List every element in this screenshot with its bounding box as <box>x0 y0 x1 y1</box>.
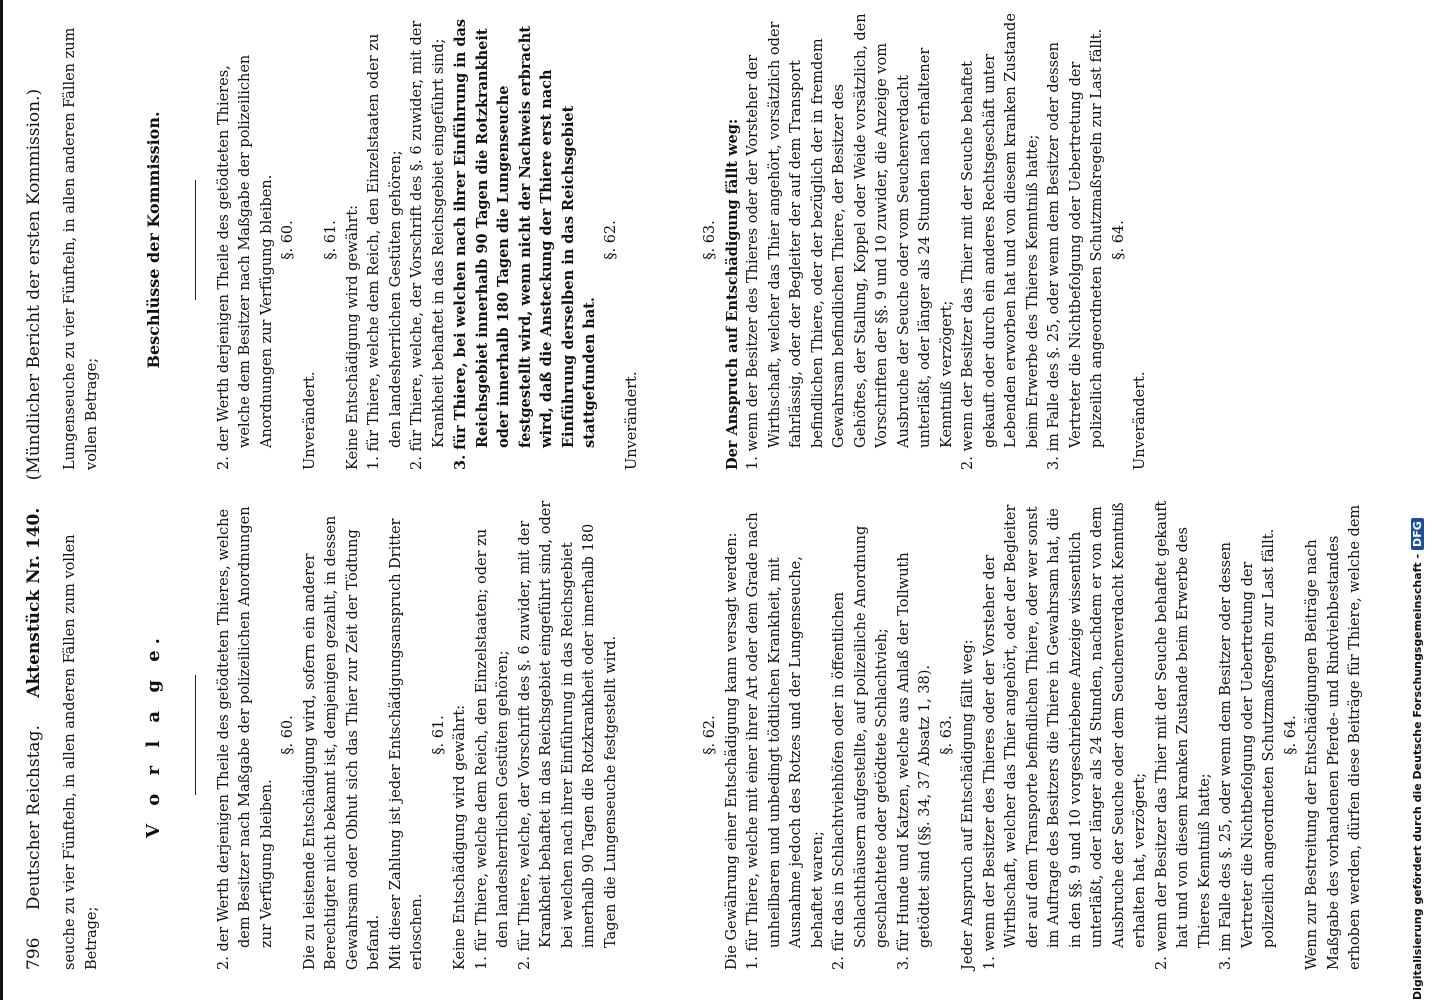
section-number: §. 61. <box>430 715 447 755</box>
list-item: 1. für Thiere, welche dem Reich, den Einzelstaaten; oder zu den landesherrlichen Gestüten gehören; <box>473 528 511 970</box>
beschluesse-column <box>60 10 644 470</box>
list-item: 3. im Falle des §. 25, oder wenn dem Besitzer oder dessen Vertreter die Nichtbefolgung oder Uebertretung der polizeilich angeordneten Schutzmaßregeln zur Last fällt. <box>1046 28 1105 470</box>
list-item: 3. im Falle des §. 25, oder wenn dem Besitzer oder dessen Vertreter die Nichtbefolgung oder Uebertretung der polizeilich angeordneten Schutzmaßregeln zur Last fällt. <box>1218 528 1277 970</box>
paragraph: Unverändert. <box>1132 371 1148 470</box>
list-item: 2. für Thiere, welche, der Vorschrift des §. 6 zuwider, mit der Krankheit behaftet in das Reichsgebiet eingeführt sind; <box>409 20 447 470</box>
section-number: §. 63. <box>702 220 718 260</box>
document-number: Aktenstück Nr. 140. <box>24 507 44 698</box>
list-item: 2. für das in Schlachtviehhöfen oder in öffentlichen Schlachthäusern aufgestellte, auf polizeiliche Anordnung geschlachtete oder getödtete Schlachtvieh; <box>831 525 890 970</box>
vorlage-column-continued <box>700 500 1367 970</box>
list-item: 1. für Thiere, welche dem Reich, den Einzelstaaten oder zu den landesherrlichen Gestüten gehören; <box>366 33 404 470</box>
divider <box>195 675 196 795</box>
section-number: §. 63. <box>938 715 955 755</box>
report-title: (Mündlicher Bericht der ersten Kommission.) <box>24 88 44 481</box>
vorlage-item: 2. der Werth derjenigen Theile des getödteten Thieres, welche dem Besitzer nach Maßgabe der polizeilichen Anordnungen zur Verfügung bleiben. <box>215 506 275 970</box>
paragraph: Keine Entschädigung wird gewährt: <box>452 704 468 970</box>
section-number: §. 62. <box>602 220 619 260</box>
section-number: §. 64. <box>1282 715 1299 755</box>
paragraph: Jeder Anspruch auf Entschädigung fällt weg: <box>960 639 976 970</box>
list-item: 2. für Thiere, welche, der Vorschrift des §. 6 zuwider, mit der Krankheit behaftet in das Reichsgebiet eingeführt sind, oder bei welchen nach ihrer Einführung in das Reichsgebiet innerhalb 90 Tagen die Rotzkrankheit oder innerhalb 180 Tagen die Lungenseuche festgestellt wird. <box>516 500 619 970</box>
paragraph: Die zu leistende Entschädigung wird, sofern ein anderer Berechtigter nicht bekannt ist, demjenigen gezahlt, in dessen Gewahrsam oder Obhut sich das Thier zur Zeit der Tödtung befand. <box>301 515 382 970</box>
divider <box>195 180 196 300</box>
section-number: §. 62. <box>702 715 718 755</box>
list-item: 1. wenn der Besitzer des Thieres oder der Vorsteher der Wirthschaft, welcher das Thier angehört, oder der Begleiter der auf dem Transporte befindlichen Thiere, oder wer sonst im Auftrage des Besitzers die Thiere in Gewahrsam hat, die in den §§. 9 und 10 vorgeschriebene Anzeige wissentlich unterläßt, oder länger als 24 Stunden, nachdem er von dem Ausbruche der Seuche oder dem Seuchenverdacht Kenntniß erhalten hat, verzögert; <box>981 502 1148 970</box>
vorlage-lead: seuche zu vier Fünfteln, in allen anderen Fällen zum vollen Betrage; <box>62 534 100 970</box>
beschluesse-column-continued <box>700 10 1152 470</box>
section-number: §. 60. <box>280 220 296 260</box>
vorlage-column <box>60 500 622 970</box>
page-header <box>24 10 54 970</box>
list-item: 2. der Werth derjenigen Theile des getödteten Thieres, welche dem Besitzer nach Maßgabe der polizeilichen Anordnungen zur Verfügung bleiben. <box>215 54 275 470</box>
digitization-credit <box>1411 10 1431 1000</box>
list-item: 3. für Hunde und Katzen, welche aus Anlaß der Tollwuth getödtet sind (§§. 34, 37 Absatz 1, 38). <box>895 552 933 970</box>
paragraph: Unverändert. <box>301 371 318 470</box>
beschluesse-lead: Lungenseuche zu vier Fünfteln, in allen anderen Fällen zum vollen Betrage; <box>62 27 100 470</box>
section-number: §. 61. <box>323 220 339 260</box>
page-number: 796 <box>24 937 44 970</box>
list-item: 3. für Thiere, bei welchen nach ihrer Einführung in das Reichsgebiet innerhalb 90 Tagen die Rotzkrankheit oder innerhalb 180 Tagen die Lungenseuche festgestellt wird, wenn nicht der Nachweis erbracht wird, daß die Ansteckung der Thiere erst nach Einführung derselben in das Reichsgebiet stattgefunden hat. <box>452 18 598 470</box>
list-item: 1. wenn der Besitzer des Thieres oder der Vorsteher der Wirthschaft, welcher das Thier angehört, vorsätzlich oder fahrlässig, oder der Begleiter der auf dem Transport befindlichen Thiere, oder der bezüglich der in fremdem Gewahrsam befindlichen Thiere, der Besitzer des Gehöftes, der Stallung, Koppel oder Weide vorsätzlich, den Vorschriften der §§. 9 und 10 zuwider, die Anzeige vom Ausbruche der Seuche oder vom Seuchenverdacht unterläßt, oder länger als 24 Stunden nach erhaltener Kenntniß verzögert; <box>745 13 955 470</box>
beschluesse-heading: Beschlüsse der Kommission. <box>144 111 163 369</box>
paragraph: Keine Entschädigung wird gewährt: <box>344 204 361 470</box>
dfg-logo: DFG <box>1411 518 1424 550</box>
paragraph: Unverändert. <box>624 371 640 470</box>
paragraph: Mit dieser Zahlung ist jeder Entschädigungsanspruch Dritter erloschen. <box>387 518 425 970</box>
list-item: 1. für Thiere, welche mit einer ihrer Art oder dem Grade nach unheilbaren und unbedingt tödtlichen Krankheit, mit Ausnahme jedoch des Rotzes und der Lungenseuche, behaftet waren; <box>745 512 826 970</box>
paragraph: Der Anspruch auf Entschädigung fällt weg: <box>723 118 741 470</box>
paragraph: Die Gewährung einer Entschädigung kann versagt werden: <box>723 532 740 970</box>
vorlage-heading: V o r l a g e. <box>143 632 164 838</box>
list-item: 2. wenn der Besitzer das Thier mit der Seuche behaftet gekauft oder durch ein anderes Rechtsgeschäft unter Lebenden erworben hat und von diesem kranken Zustande beim Erwerbe des Thieres Kenntniß hatte; <box>960 13 1041 470</box>
section-number: §. 60. <box>280 715 296 755</box>
credit-text: Digitalisierung gefördert durch die Deutsche Forschungsgemeinschaft - <box>1411 553 1424 1000</box>
list-item: 2. wenn der Besitzer das Thier mit der Seuche behaftet gekauft hat und von diesem kranken Zustande beim Erwerbe des Thieres Kenntniß hatte; <box>1153 500 1213 970</box>
section-number: §. 64. <box>1110 220 1127 260</box>
paragraph: Wenn zur Bestreitung der Entschädigungen Beiträge nach Maßgabe des vorhandenen Pferde- und Rindviehbestandes erhoben werden, dürfen diese Beiträge für Thiere, welche dem <box>1304 504 1363 970</box>
publication-title: Deutscher Reichstag. <box>24 725 44 911</box>
